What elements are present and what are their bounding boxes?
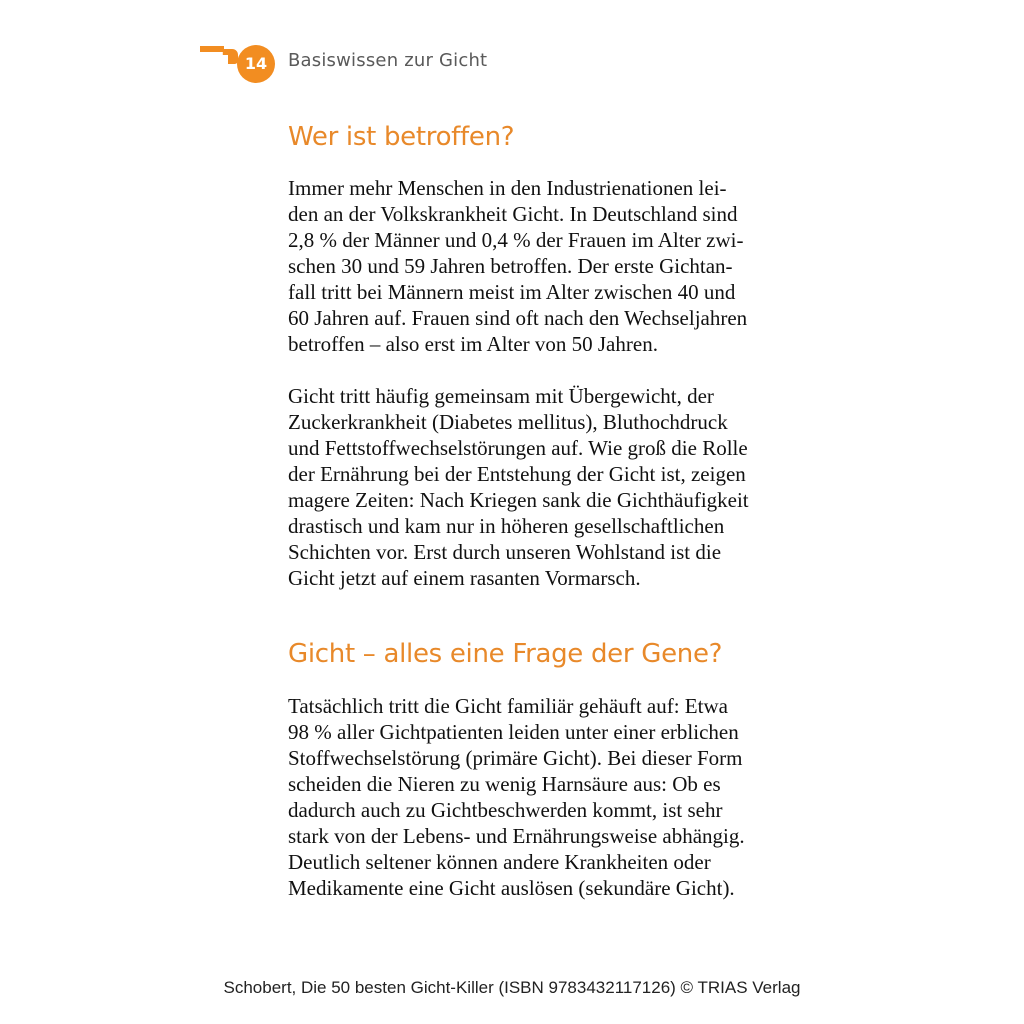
text-line: Immer mehr Menschen in den Industrienationen lei- [288, 176, 727, 200]
text-line: der Ernährung bei der Entstehung der Gicht ist, zeigen [288, 462, 746, 486]
text-line: betroffen – also erst im Alter von 50 Jahren. [288, 332, 658, 356]
text-line: magere Zeiten: Nach Kriegen sank die Gichthäufigkeit [288, 488, 749, 512]
body-paragraph [288, 175, 788, 357]
text-line: scheiden die Nieren zu wenig Harnsäure aus: Ob es [288, 772, 721, 796]
text-line: Tatsächlich tritt die Gicht familiär gehäuft auf: Etwa [288, 694, 728, 718]
section-heading: Wer ist betroffen? [288, 122, 515, 152]
text-line: stark von der Lebens- und Ernährungsweise abhängig. [288, 824, 745, 848]
text-line: Medikamente eine Gicht auslösen (sekundäre Gicht). [288, 876, 735, 900]
running-title: Basiswissen zur Gicht [288, 50, 488, 71]
text-line: schen 30 und 59 Jahren betroffen. Der erste Gichtan- [288, 254, 733, 278]
body-paragraph [288, 383, 788, 591]
text-line: 60 Jahren auf. Frauen sind oft nach den Wechseljahren [288, 306, 748, 330]
text-line: den an der Volkskrankheit Gicht. In Deutschland sind [288, 202, 738, 226]
page-number-badge: 14 [237, 45, 275, 83]
text-line: Schichten vor. Erst durch unseren Wohlstand ist die [288, 540, 722, 564]
text-line: drastisch und kam nur in höheren gesellschaftlichen [288, 514, 725, 538]
text-line: Zuckerkrankheit (Diabetes mellitus), Bluthochdruck [288, 410, 728, 434]
text-line: Gicht jetzt auf einem rasanten Vormarsch. [288, 566, 641, 590]
text-line: fall tritt bei Männern meist im Alter zwischen 40 und [288, 280, 736, 304]
text-line: Deutlich seltener können andere Krankheiten oder [288, 850, 711, 874]
main-content [288, 118, 788, 901]
page-header [0, 0, 1024, 100]
text-line: 98 % aller Gichtpatienten leiden unter einer erblichen [288, 720, 739, 744]
text-line: Gicht tritt häufig gemeinsam mit Übergewicht, der [288, 384, 714, 408]
footer-citation: Schobert, Die 50 besten Gicht-Killer (ISBN 9783432117126) © TRIAS Verlag [223, 978, 801, 997]
text-line: Stoffwechselstörung (primäre Gicht). Bei dieser Form [288, 746, 743, 770]
text-line: 2,8 % der Männer und 0,4 % der Frauen im Alter zwi- [288, 228, 744, 252]
body-paragraph [288, 693, 788, 901]
text-line: und Fettstoffwechselstörungen auf. Wie groß die Rolle [288, 436, 748, 460]
text-line: dadurch auch zu Gichtbeschwerden kommt, ist sehr [288, 798, 723, 822]
section-heading: Gicht – alles eine Frage der Gene? [288, 639, 723, 669]
